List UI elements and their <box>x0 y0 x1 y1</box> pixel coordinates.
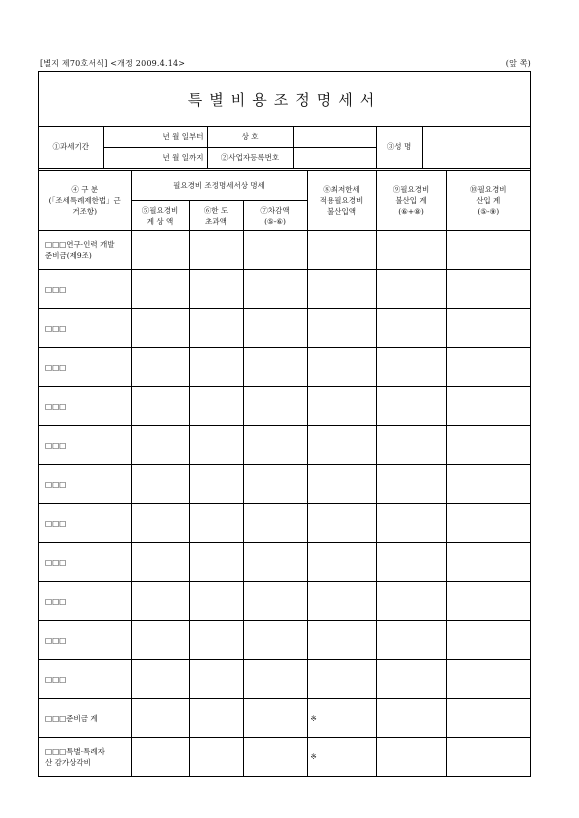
company-label: 상 호 <box>207 126 293 147</box>
period-to[interactable]: 년 월 일까지 <box>103 147 207 168</box>
row-value-cell[interactable] <box>189 660 243 699</box>
row-value-cell[interactable] <box>189 387 243 426</box>
row-value-cell[interactable] <box>446 231 530 270</box>
name-label: ③성 명 <box>376 126 422 168</box>
row-category-label: □□□ <box>39 270 131 309</box>
row-value-cell[interactable] <box>376 699 446 738</box>
row-value-cell[interactable] <box>446 582 530 621</box>
row-value-cell[interactable] <box>446 621 530 660</box>
row-value-cell[interactable] <box>376 465 446 504</box>
row-value-cell[interactable] <box>243 465 307 504</box>
row-value-cell[interactable] <box>376 387 446 426</box>
row-note-cell[interactable] <box>307 231 376 270</box>
row-note-cell[interactable] <box>307 465 376 504</box>
row-value-cell[interactable] <box>131 738 189 776</box>
bizno-value[interactable] <box>293 147 376 168</box>
row-category-label: □□□ <box>39 309 131 348</box>
row-category-label: □□□ <box>39 621 131 660</box>
row-value-cell[interactable] <box>243 738 307 776</box>
row-value-cell[interactable] <box>243 348 307 387</box>
row-value-cell[interactable] <box>243 504 307 543</box>
row-value-cell[interactable] <box>189 504 243 543</box>
row-note-cell[interactable] <box>307 504 376 543</box>
table-row <box>39 270 530 309</box>
row-category-label: □□□ <box>39 543 131 582</box>
row-value-cell[interactable] <box>243 387 307 426</box>
row-value-cell[interactable] <box>243 231 307 270</box>
row-value-cell[interactable] <box>243 582 307 621</box>
info-table <box>39 126 530 169</box>
row-value-cell[interactable] <box>376 231 446 270</box>
row-value-cell[interactable] <box>131 699 189 738</box>
table-row <box>39 231 530 270</box>
col-10-header: ⑩필요경비 산입 계 (⑤-⑨) <box>446 171 530 231</box>
row-value-cell[interactable] <box>243 621 307 660</box>
row-value-cell[interactable] <box>189 348 243 387</box>
col-5-header: ⑤필요경비 계 상 액 <box>131 201 189 231</box>
col-9-header: ⑨필요경비 불산입 계 (⑥+⑧) <box>376 171 446 231</box>
row-value-cell[interactable] <box>131 621 189 660</box>
form-title: 특별비용조정명세서 <box>39 72 530 127</box>
company-value[interactable] <box>293 126 376 147</box>
row-value-cell[interactable] <box>189 309 243 348</box>
row-note-cell[interactable] <box>307 543 376 582</box>
table-row <box>39 543 530 582</box>
table-row <box>39 504 530 543</box>
row-note-cell[interactable]: ※ <box>307 699 376 738</box>
col-group-header: 필요경비 조정명세서상 명세 <box>131 171 307 201</box>
row-category-label: □□□준비금 계 <box>39 699 131 738</box>
row-value-cell[interactable] <box>376 270 446 309</box>
row-value-cell[interactable] <box>189 270 243 309</box>
name-value[interactable] <box>422 126 530 168</box>
row-value-cell[interactable] <box>243 426 307 465</box>
row-value-cell[interactable] <box>189 543 243 582</box>
row-note-cell[interactable] <box>307 270 376 309</box>
page-side-label: (앞 쪽) <box>505 59 531 68</box>
row-value-cell[interactable] <box>131 231 189 270</box>
row-note-cell[interactable] <box>307 387 376 426</box>
table-row <box>39 426 530 465</box>
col-7-header: ⑦차감액 (⑤-⑥) <box>243 201 307 231</box>
form-container <box>38 71 531 777</box>
row-value-cell[interactable] <box>189 426 243 465</box>
row-note-cell[interactable] <box>307 660 376 699</box>
row-value-cell[interactable] <box>131 270 189 309</box>
table-row <box>39 465 530 504</box>
row-value-cell[interactable] <box>131 582 189 621</box>
row-value-cell[interactable] <box>243 660 307 699</box>
row-value-cell[interactable] <box>131 543 189 582</box>
row-value-cell[interactable] <box>131 465 189 504</box>
row-category-label: □□□ <box>39 465 131 504</box>
row-value-cell[interactable] <box>446 270 530 309</box>
row-category-label: □□□ <box>39 387 131 426</box>
row-category-label: □□□ <box>39 582 131 621</box>
row-value-cell[interactable] <box>189 738 243 776</box>
row-value-cell[interactable] <box>376 582 446 621</box>
period-from[interactable]: 년 월 일부터 <box>103 126 207 147</box>
adjustment-table <box>39 170 530 776</box>
row-value-cell[interactable] <box>243 309 307 348</box>
row-note-cell[interactable] <box>307 309 376 348</box>
table-row <box>39 738 530 776</box>
bizno-label: ②사업자등록번호 <box>207 147 293 168</box>
row-category-label: □□□연구·인력 개발 준비금(제9조) <box>39 231 131 270</box>
row-note-cell[interactable] <box>307 582 376 621</box>
row-category-label: □□□ <box>39 426 131 465</box>
row-value-cell[interactable] <box>376 543 446 582</box>
row-value-cell[interactable] <box>446 660 530 699</box>
row-value-cell[interactable] <box>243 699 307 738</box>
row-value-cell[interactable] <box>376 738 446 776</box>
table-row <box>39 309 530 348</box>
row-value-cell[interactable] <box>189 582 243 621</box>
row-category-label: □□□ <box>39 348 131 387</box>
col-8-header: ⑧최저한세 적용필요경비 불산입액 <box>307 171 376 231</box>
row-value-cell[interactable] <box>189 231 243 270</box>
row-value-cell[interactable] <box>189 465 243 504</box>
row-value-cell[interactable] <box>131 660 189 699</box>
row-value-cell[interactable] <box>376 504 446 543</box>
row-value-cell[interactable] <box>131 504 189 543</box>
row-value-cell[interactable] <box>376 426 446 465</box>
row-note-cell[interactable] <box>307 621 376 660</box>
row-note-cell[interactable] <box>307 348 376 387</box>
row-note-cell[interactable]: ※ <box>307 738 376 776</box>
row-note-cell[interactable] <box>307 426 376 465</box>
table-row <box>39 699 530 738</box>
col-6-header: ⑥한 도 초과액 <box>189 201 243 231</box>
row-value-cell[interactable] <box>376 621 446 660</box>
row-category-label: □□□ <box>39 504 131 543</box>
table-row <box>39 660 530 699</box>
row-value-cell[interactable] <box>446 504 530 543</box>
row-value-cell[interactable] <box>446 699 530 738</box>
row-value-cell[interactable] <box>446 426 530 465</box>
row-category-label: □□□특별·특례자 산 감가상각비 <box>39 738 131 776</box>
row-value-cell[interactable] <box>446 387 530 426</box>
row-value-cell[interactable] <box>189 699 243 738</box>
table-row <box>39 621 530 660</box>
table-row <box>39 387 530 426</box>
row-value-cell[interactable] <box>446 348 530 387</box>
row-value-cell[interactable] <box>446 309 530 348</box>
row-value-cell[interactable] <box>131 387 189 426</box>
form-number: [별지 제70호서식] <개정 2009.4.14> <box>40 59 186 68</box>
row-value-cell[interactable] <box>376 660 446 699</box>
row-value-cell[interactable] <box>446 738 530 776</box>
col-category-header: ④ 구 분 (「조세특례제한법」근 거조항) <box>39 171 131 231</box>
row-value-cell[interactable] <box>131 426 189 465</box>
row-value-cell[interactable] <box>189 621 243 660</box>
row-value-cell[interactable] <box>446 465 530 504</box>
row-value-cell[interactable] <box>131 309 189 348</box>
tax-period-label: ①과세기간 <box>39 126 103 168</box>
row-value-cell[interactable] <box>243 543 307 582</box>
row-category-label: □□□ <box>39 660 131 699</box>
table-row <box>39 582 530 621</box>
row-value-cell[interactable] <box>131 348 189 387</box>
row-value-cell[interactable] <box>376 348 446 387</box>
row-value-cell[interactable] <box>376 309 446 348</box>
row-value-cell[interactable] <box>446 543 530 582</box>
row-value-cell[interactable] <box>243 270 307 309</box>
table-row <box>39 348 530 387</box>
